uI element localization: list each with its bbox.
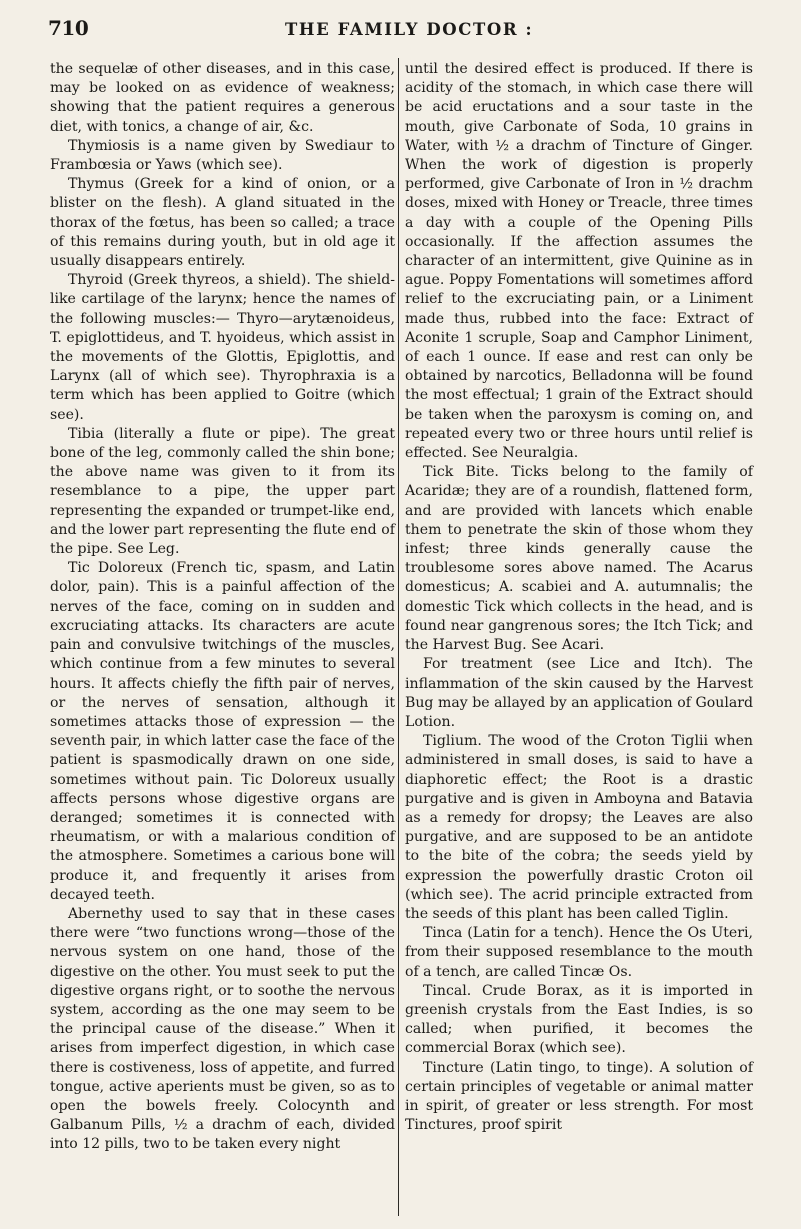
entry-tiglium: Tiglium. The wood of the Croton Tiglii when administered in small doses, is said to have a diaphoretic effect; the Root is a drastic purgative and is given in Amboyna and Batavia as a remedy for dropsy; the Leaves are also purgative, and are supposed to be an antidote to the bite of the cobra; the seeds yield by expression the powerfully drastic Croton oil (which see). The acrid principle extracted from the seeds of this plant has been called Tiglin.: [405, 733, 753, 922]
paragraph: For treatment (see Lice and Itch). The inflammation of the skin caused by the Harvest Bug may be allayed by an application of Goulard Lotion.: [405, 656, 753, 730]
entry-tibia: Tibia (literally a flute or pipe). The great bone of the leg, commonly called the shin bone; the above name was given to it from its resemblance to a pipe, the upper part representing the expanded or trumpet-like end, and the lower part representing the flute end of the pipe. See Leg.: [50, 425, 395, 558]
entry-tic-doloreux: Tic Doloreux (French tic, spasm, and Latin dolor, pain). This is a painful affection of the nerves of the face, coming on in sudden and excruciating attacks. Its characters are acute pain and convulsive twitchings of the muscles, which continue from a few minutes to several hours. It affects chiefly the fifth pair of nerves, or the nerves of sensation, although it sometimes attacks those of expression — the seventh pair, in which latter case the face of the patient is spasmodically drawn on one side, sometimes without pain. Tic Doloreux usually affects persons whose digestive organs are deranged; sometimes it is connected with rheumatism, or with a malarious condition of the atmosphere. Sometimes a carious bone will produce it, and frequently it arises from decayed teeth.: [50, 560, 395, 903]
entry-thymiosis: Thymiosis is a name given by Swediaur to Frambœsia or Yaws (which see).: [50, 137, 395, 174]
paragraph: until the desired effect is produced. If there is acidity of the stomach, in which case there will be acid eructations and a sour taste in the mouth, give Carbonate of Soda, 10 grains in Water, with ½ a drachm of Tincture of Ginger. When the work of digestion is properly performed, give Carbonate of Iron in ½ drachm doses, mixed with Honey or Treacle, three times a day with a couple of the Opening Pills occasionally. If the affection assumes the character of an intermittent, give Quinine as in ague. Poppy Fomentations will sometimes afford relief to the excruciating pain, or a Liniment made thus, rubbed into the face: Extract of Aconite 1 scruple, Soap and Camphor Liniment, of each 1 ounce. If ease and rest can only be obtained by narcotics, Belladonna will be found the most effectual; 1 grain of the Extract should be taken when the paroxysm is coming on, and repeated every two or three hours until relief is effected. See Neuralgia.: [405, 61, 753, 462]
paragraph: Abernethy used to say that in these cases there were “two functions wrong—those of the nervous system on one hand, those of the digestive on the other. You must seek to put the digestive organs right, or to soothe the nervous system, according as the one may seem to be the principal cause of the disease.” When it arises from imperfect digestion, in which case there is costiveness, loss of appetite, and furred tongue, active aperients must be given, so as to open the bowels freely. Colocynth and Galbanum Pills, ½ a drachm of each, divided into 12 pills, two to be taken every night: [50, 905, 395, 1153]
entry-thymus: Thymus (Greek for a kind of onion, or a blister on the flesh). A gland situated in the thorax of the fœtus, has been so called; a trace of this remains during youth, but in old age it usually disappears entirely.: [50, 176, 395, 270]
entry-tick-bite: Tick Bite. Ticks belong to the family of Acaridæ; they are of a roundish, flattened form, and are provided with lancets which enable them to penetrate the skin of those whom they infest; three kinds generally cause the troublesome sores above named. The Acarus domesticus; A. scabiei and A. autumnalis; the domestic Tick which collects in the head, and is found near gangrenous sores; the Itch Tick; and the Harvest Bug. See Acari.: [405, 464, 753, 654]
left-column: [50, 60, 395, 1155]
running-head: THE FAMILY DOCTOR :: [285, 20, 534, 39]
entry-tincture: Tincture (Latin tingo, to tinge). A solution of certain principles of vegetable or animal matter in spirit, of greater or less strength. For most Tinctures, proof spirit: [405, 1059, 753, 1134]
page-number: 710: [48, 16, 89, 40]
column-divider: [398, 58, 399, 1216]
right-column: [405, 60, 753, 1135]
entry-thyroid: Thyroid (Greek thyreos, a shield). The shield-like cartilage of the larynx; hence the names of the following muscles:— Thyro—arytænoideus, T. epiglottideus, and T. hyoideus, which assist in the movements of the Glottis, Epiglottis, and Larynx (all of which see). Thyrophraxia is a term which has been applied to Goitre (which see).: [50, 272, 395, 423]
paragraph: the sequelæ of other diseases, and in this case, may be looked on as evidence of weakness; showing that the patient requires a generous diet, with tonics, a change of air, &c.: [50, 61, 395, 135]
entry-tinca: Tinca (Latin for a tench). Hence the Os Uteri, from their supposed resemblance to the mouth of a tench, are called Tincæ Os.: [405, 925, 753, 980]
entry-tincal: Tincal. Crude Borax, as it is imported in greenish crystals from the East Indies, is so called; when purified, it becomes the commercial Borax (which see).: [405, 982, 753, 1057]
